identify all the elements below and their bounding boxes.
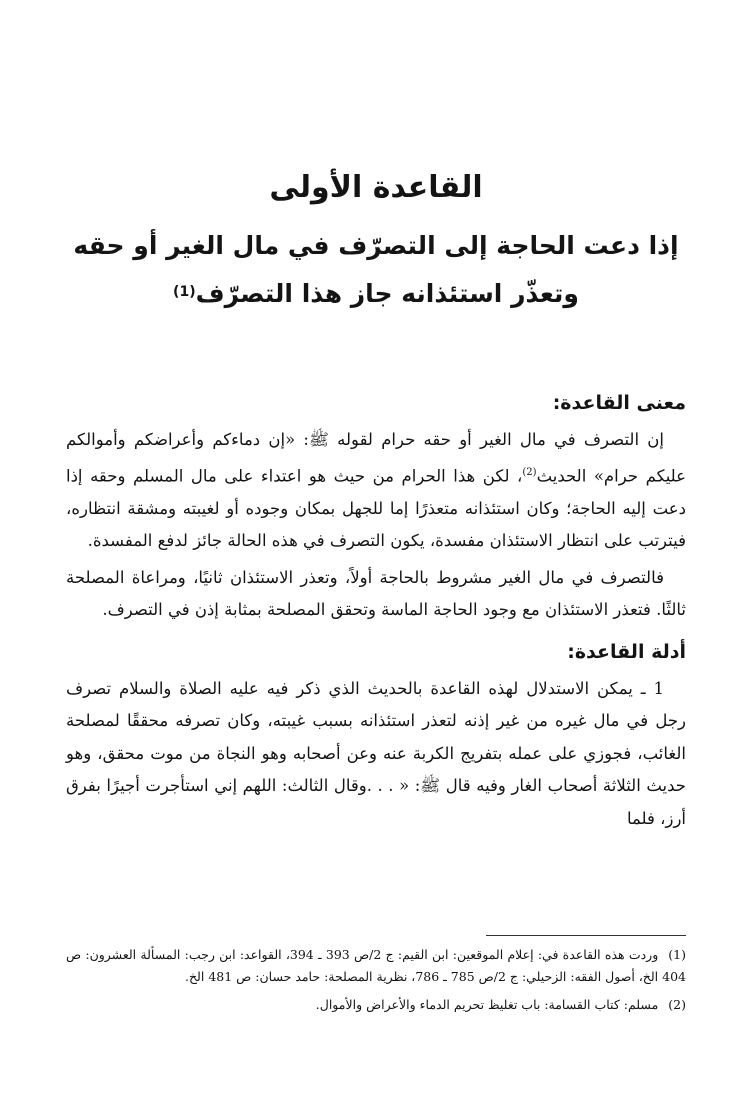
meaning-paragraph-2: فالتصرف في مال الغير مشروط بالحاجة أولاً، وتعذر الاستئذان ثانيًا، ومراعاة المصلحة ثالثًا. فتعذر الاستئذان مع وجود الحاجة الماسة وتحقق المصلحة بمثابة إذن في التصرف. (66, 567, 686, 619)
footnotes (66, 944, 686, 1022)
title-block (60, 166, 692, 318)
rule-statement-line2: وتعذّر استئذانه جاز هذا التصرّف (195, 279, 579, 308)
footnote-number: (2) (668, 997, 686, 1012)
meaning-text-b: ، لكن هذا الحرام من حيث هو اعتداء على مال المسلم وحقه إذا دعت إليه الحاجة؛ وكان استئذانه متعذرًا إما للجهل بمكان وجوده أو لغيبته ومشقة انتظاره، فيترتب على انتظار الاستئذان مفسدة، يكون التصرف في هذه الحالة جائز لدفع المفسدة. (66, 466, 686, 550)
section-heading-meaning: معنى القاعدة: (552, 392, 686, 414)
meaning-paragraph-1 (66, 424, 686, 558)
footnote-text: مسلم: كتاب القسامة: باب تغليظ تحريم الدماء والأعراض والأموال. (315, 997, 659, 1012)
footnote-2 (66, 994, 686, 1016)
rule-statement-line1: إذا دعت الحاجة إلى التصرّف في مال الغير أو حقه (73, 231, 679, 260)
chapter-title: القاعدة الأولى (269, 170, 483, 205)
footnote-ref-1: (1) (173, 284, 196, 300)
footnote-separator (486, 935, 686, 936)
rule-statement (60, 222, 692, 318)
footnote-number: (1) (668, 947, 686, 962)
section-heading-evidence: أدلة القاعدة: (567, 640, 686, 663)
evidence-paragraph-1: 1 ـ يمكن الاستدلال لهذه القاعدة بالحديث الذي ذكر فيه عليه الصلاة والسلام تصرف رجل في مال غيره من غير إذنه لتعذر استئذانه بسبب غيبته، وكان تصرفه محققًا لمصلحة الغائب، فجوزي على عمله بتفريج الكربة عنه وعن أصحابه وهو النجاة من موت محقق، وهو حديث الثلاثة أصحاب الغار وفيه قال ﷺ: « . . .وقال الثالث: اللهم إني استأجرت أجيرًا بفرق أرز، فلما (66, 678, 686, 828)
footnote-text: وردت هذه القاعدة في: إعلام الموقعين: ابن القيم: ج 2/ص 393 ـ 394، القواعد: ابن رجب: المسألة العشرون: ص 404 الخ، أصول الفقه: الزحيلي: ج 2/ص 785 ـ 786، نظرية المصلحة: حامد حسان: ص 481 الخ. (66, 947, 686, 984)
footnote-1 (66, 944, 686, 988)
footnote-ref-2: (2) (522, 466, 537, 478)
main-text (66, 386, 686, 835)
meaning-text-a: إن التصرف في مال الغير أو حقه حرام لقوله ﷺ: «إن دماءكم وأعراضكم وأموالكم عليكم حرام» الحديث (66, 430, 686, 485)
